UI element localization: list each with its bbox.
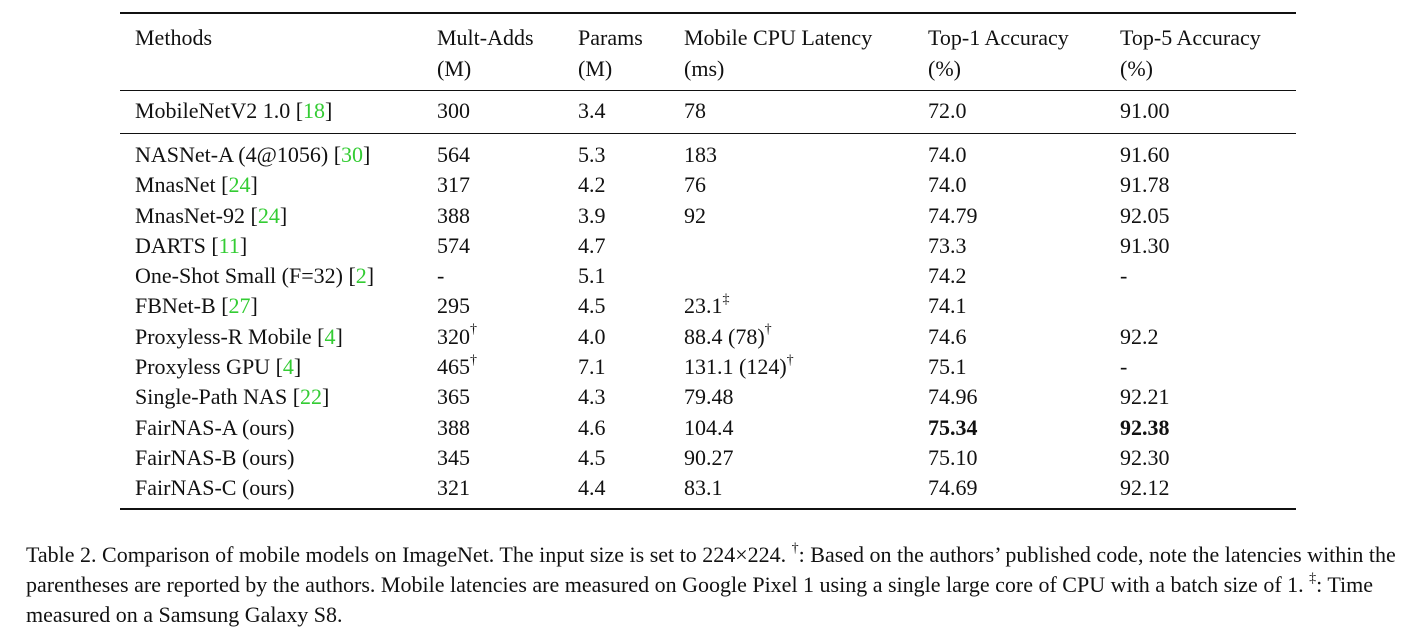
top5-cell <box>1105 170 1296 200</box>
mult-adds-value: 345 <box>437 444 470 470</box>
citation-ref: 30 <box>341 142 364 167</box>
params-value: 4.2 <box>578 172 606 198</box>
top1-cell <box>913 261 1105 291</box>
header-unit: (M) <box>578 56 613 81</box>
top1-value: 74.0 <box>928 142 967 167</box>
mult-adds-value: 388 <box>437 414 470 440</box>
method-cell: Proxyless GPU [4] <box>135 354 302 380</box>
table-row <box>120 473 1296 508</box>
method-cell <box>120 443 422 473</box>
latency-mark: † <box>764 322 772 338</box>
mult-adds-cell <box>422 413 563 443</box>
mult-adds-value: 295 <box>437 293 470 319</box>
citation-ref: 24 <box>257 202 280 228</box>
method-name: MnasNet <box>135 172 222 198</box>
top1-cell <box>913 291 1105 321</box>
citation-ref: 2 <box>355 263 367 289</box>
header-cell <box>120 13 422 91</box>
latency-value: 183 <box>684 142 717 167</box>
header-label: Params <box>578 25 643 50</box>
method-cell: MnasNet [24] <box>135 172 258 198</box>
method-cell: NASNet-A (4@1056) [30] <box>135 142 371 167</box>
params-value: 4.7 <box>578 232 606 258</box>
params-cell <box>563 91 669 134</box>
mult-adds-value: 321 <box>437 475 470 501</box>
top5-value: 92.38 <box>1120 414 1170 440</box>
top5-cell <box>1105 291 1296 321</box>
top1-cell <box>913 231 1105 261</box>
table-row <box>120 352 1296 382</box>
method-name: FairNAS-B (ours) <box>135 444 295 470</box>
header-row <box>120 13 1296 91</box>
method-cell: DARTS [11] <box>135 232 248 258</box>
top1-cell <box>913 382 1105 412</box>
table-row <box>120 261 1296 291</box>
latency-cell <box>669 261 913 291</box>
mult-adds-mark: † <box>470 352 477 368</box>
method-name: Proxyless-R Mobile <box>135 323 318 349</box>
caption-ddagger-mark: ‡ <box>1309 570 1317 586</box>
table-row <box>120 443 1296 473</box>
latency-value: 23.1 <box>684 293 723 319</box>
top5-value: 92.30 <box>1120 444 1170 470</box>
top5-cell <box>1105 322 1296 352</box>
caption-text-1: Table 2. Comparison of mobile models on ImageNet. The input size is set to 224×224. <box>26 542 792 567</box>
mult-adds-cell <box>422 170 563 200</box>
top1-cell <box>913 134 1105 171</box>
params-cell <box>563 291 669 321</box>
top5-value: 92.12 <box>1120 475 1170 501</box>
header-cell <box>422 13 563 91</box>
params-value: 7.1 <box>578 354 606 380</box>
top1-cell <box>913 91 1105 134</box>
mult-adds-value: 365 <box>437 384 470 410</box>
params-cell <box>563 473 669 508</box>
top1-cell <box>913 201 1105 231</box>
mult-adds-cell <box>422 201 563 231</box>
params-value: 4.6 <box>578 414 606 440</box>
comparison-table <box>120 12 1296 510</box>
params-cell <box>563 443 669 473</box>
top5-value: - <box>1120 354 1128 380</box>
mult-adds-value: 388 <box>437 202 470 228</box>
mult-adds-mark: † <box>470 322 477 338</box>
header-cell <box>1105 13 1296 91</box>
top5-cell <box>1105 231 1296 261</box>
top1-value: 74.69 <box>928 475 978 501</box>
method-cell: Single-Path NAS [22] <box>135 384 330 410</box>
params-value: 5.1 <box>578 263 606 289</box>
method-cell: Proxyless-R Mobile [4] <box>135 323 343 349</box>
header-cell <box>669 13 913 91</box>
mult-adds-value: 317 <box>437 172 470 198</box>
params-cell <box>563 352 669 382</box>
params-value: 4.5 <box>578 293 606 319</box>
header-unit: (ms) <box>684 56 725 81</box>
header-label: Top-5 Accuracy <box>1120 25 1261 50</box>
latency-value: 104.4 <box>684 414 734 440</box>
table-row <box>120 134 1296 171</box>
method-name: Single-Path NAS <box>135 384 293 410</box>
top1-cell <box>913 322 1105 352</box>
method-name: FairNAS-A (ours) <box>135 414 295 440</box>
method-cell <box>120 413 422 443</box>
header-cell <box>913 13 1105 91</box>
table-row <box>120 170 1296 200</box>
params-value: 4.4 <box>578 475 606 501</box>
method-cell: One-Shot Small (F=32) [2] <box>135 263 375 289</box>
top5-value: 92.21 <box>1120 384 1170 410</box>
latency-value: 90.27 <box>684 444 734 470</box>
method-cell: MobileNetV2 1.0 [18] <box>135 98 333 123</box>
mult-adds-cell <box>422 473 563 508</box>
top5-cell <box>1105 201 1296 231</box>
latency-cell <box>669 352 913 382</box>
mult-adds-value: 300 <box>437 98 470 123</box>
table-row <box>120 322 1296 352</box>
latency-cell <box>669 322 913 352</box>
top1-value: 74.96 <box>928 384 978 410</box>
params-value: 4.5 <box>578 444 606 470</box>
header-unit: (M) <box>437 56 472 81</box>
top1-value: 75.1 <box>928 354 967 380</box>
params-value: 3.4 <box>578 98 606 123</box>
latency-cell <box>669 473 913 508</box>
header-unit: (%) <box>928 56 961 81</box>
table-caption <box>26 540 1406 630</box>
table-row <box>120 231 1296 261</box>
params-cell <box>563 231 669 261</box>
top5-value: 91.00 <box>1120 98 1170 123</box>
latency-value: 78 <box>684 98 706 123</box>
top5-value: 92.2 <box>1120 323 1159 349</box>
mult-adds-cell <box>422 261 563 291</box>
top5-value: - <box>1120 263 1128 289</box>
table-row <box>120 91 1296 134</box>
latency-cell <box>669 170 913 200</box>
top5-cell <box>1105 352 1296 382</box>
latency-value: 79.48 <box>684 384 734 410</box>
latency-cell <box>669 91 913 134</box>
header-label: Mult-Adds <box>437 25 534 50</box>
mult-adds-cell <box>422 322 563 352</box>
header-label: Top-1 Accuracy <box>928 25 1069 50</box>
method-cell: MnasNet-92 [24] <box>135 202 288 228</box>
method-name: NASNet-A (4@1056) <box>135 142 334 167</box>
latency-mark: ‡ <box>722 292 730 308</box>
table-row <box>120 291 1296 321</box>
header-unit: (%) <box>1120 56 1153 81</box>
top1-value: 74.1 <box>928 293 967 319</box>
params-cell <box>563 413 669 443</box>
latency-value: 88.4 (78) <box>684 323 765 349</box>
top1-cell <box>913 443 1105 473</box>
citation-ref: 24 <box>228 172 251 198</box>
mult-adds-cell <box>422 231 563 261</box>
top1-value: 74.6 <box>928 323 967 349</box>
latency-value: 92 <box>684 202 706 228</box>
top1-cell <box>913 473 1105 508</box>
mult-adds-value: 574 <box>437 232 470 258</box>
top5-cell <box>1105 261 1296 291</box>
citation-ref: 4 <box>282 354 294 380</box>
latency-cell <box>669 201 913 231</box>
table-header <box>120 13 1296 91</box>
top1-value: 74.79 <box>928 202 978 228</box>
latency-value: 83.1 <box>684 475 723 501</box>
top5-cell <box>1105 382 1296 412</box>
latency-mark: † <box>786 352 794 368</box>
method-name: MnasNet-92 <box>135 202 251 228</box>
method-cell <box>120 473 422 508</box>
top1-cell <box>913 352 1105 382</box>
mult-adds-cell <box>422 352 563 382</box>
top1-value: 75.34 <box>928 414 978 440</box>
params-cell <box>563 170 669 200</box>
header-label: Methods <box>135 25 212 50</box>
top1-value: 74.0 <box>928 172 967 198</box>
top5-cell <box>1105 134 1296 171</box>
mult-adds-cell <box>422 134 563 171</box>
params-value: 5.3 <box>578 142 606 167</box>
caption-text-2: : Based on the authors’ published code, note the latencies within the parentheses are reported by the authors. Mobile latencies are measured on Google Pixel 1 using a single large core of CPU with a batch size of 1. <box>26 542 1396 597</box>
citation-ref: 11 <box>218 232 240 258</box>
latency-cell <box>669 134 913 171</box>
params-cell <box>563 382 669 412</box>
top5-value: 92.05 <box>1120 202 1170 228</box>
mult-adds-cell <box>422 91 563 134</box>
top5-value: 91.78 <box>1120 172 1170 198</box>
latency-value: 76 <box>684 172 706 198</box>
params-cell <box>563 322 669 352</box>
top1-value: 75.10 <box>928 444 978 470</box>
mult-adds-cell <box>422 382 563 412</box>
top5-cell <box>1105 443 1296 473</box>
method-name: FairNAS-C (ours) <box>135 475 295 501</box>
top5-cell <box>1105 91 1296 134</box>
methods-section <box>120 134 1296 509</box>
method-cell: FBNet-B [27] <box>135 293 258 319</box>
method-name: MobileNetV2 1.0 <box>135 98 296 123</box>
method-name: Proxyless GPU <box>135 354 276 380</box>
header-cell <box>563 13 669 91</box>
params-value: 4.3 <box>578 384 606 410</box>
latency-cell <box>669 231 913 261</box>
mult-adds-cell <box>422 443 563 473</box>
latency-value: 131.1 (124) <box>684 354 787 380</box>
top1-value: 74.2 <box>928 263 967 289</box>
citation-ref: 4 <box>324 323 336 349</box>
top5-cell <box>1105 473 1296 508</box>
mult-adds-value: 564 <box>437 142 470 167</box>
mult-adds-value: 320 <box>437 323 470 349</box>
header-label: Mobile CPU Latency <box>684 25 873 50</box>
latency-cell <box>669 443 913 473</box>
params-cell <box>563 201 669 231</box>
params-value: 4.0 <box>578 323 606 349</box>
method-name: FBNet-B <box>135 293 222 319</box>
top1-value: 73.3 <box>928 232 967 258</box>
top1-cell <box>913 170 1105 200</box>
top5-cell <box>1105 413 1296 443</box>
caption-text-3: : Time measured on a Samsung Galaxy S8. <box>26 572 1374 627</box>
caption-dagger-mark: † <box>791 540 799 556</box>
params-value: 3.9 <box>578 202 606 228</box>
params-cell <box>563 134 669 171</box>
params-cell <box>563 261 669 291</box>
mult-adds-value: - <box>437 263 445 289</box>
citation-ref: 27 <box>228 293 251 319</box>
baseline-section <box>120 91 1296 134</box>
latency-cell <box>669 382 913 412</box>
method-name: DARTS <box>135 232 212 258</box>
mult-adds-cell <box>422 291 563 321</box>
citation-ref: 18 <box>303 98 326 123</box>
mult-adds-value: 465 <box>437 354 470 380</box>
latency-cell <box>669 413 913 443</box>
table-row <box>120 413 1296 443</box>
citation-ref: 22 <box>300 384 323 410</box>
table-row <box>120 201 1296 231</box>
method-name: One-Shot Small (F=32) <box>135 263 349 289</box>
top5-value: 91.30 <box>1120 232 1170 258</box>
table-row <box>120 382 1296 412</box>
latency-cell <box>669 291 913 321</box>
top5-value: 91.60 <box>1120 142 1170 167</box>
top1-cell <box>913 413 1105 443</box>
top1-value: 72.0 <box>928 98 967 123</box>
